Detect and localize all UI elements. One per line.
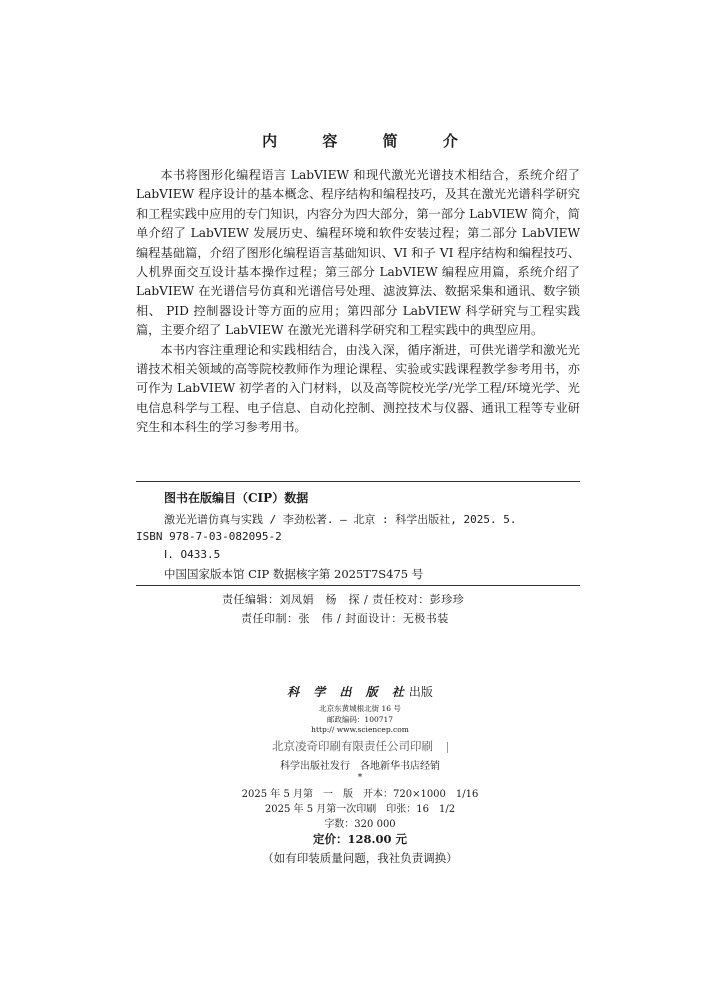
printer-name: 北京凌奇印刷有限责任公司印刷 (272, 739, 433, 753)
summary-paragraph-1: 本书将图形化编程语言 LabVIEW 和现代激光光谱技术相结合，系统介绍了 LabVIEW 程序设计的基本概念、程序结构和编程技巧，及其在激光光谱科学研究和工程实践中应用的专门知识，内容分为四大部分，第一部分 LabVIEW 简介，简单介绍了 LabVIEW 发展历史、编程环境和软件安装过程；第二部分 LabVIEW 编程基础篇，介绍了图形化编程语言基础知识、VI 和子 VI 程序结构和编程技巧、人机界面交互设计基本操作过程；第三部分 LabVIEW 编程应用篇，系统介绍了 LabVIEW 在光谱信号仿真和光谱信号处理、滤波算法、数据采集和通讯、数字锁相、 PID 控制器设计等方面的应用；第四部分 LabVIEW 科学研究与工程实践篇，主要介绍了 LabVIEW 在激光光谱科学研究和工程实践中的典型应用。 (136, 168, 580, 338)
printer-divider (447, 742, 448, 753)
quality-note: （如有印装质量问题，我社负责调换） (262, 851, 458, 865)
summary-title: 内 容 简 介 (262, 132, 478, 150)
publisher-website: http:// www.sciencep.com (311, 725, 409, 734)
production-credits: 责任印制：张 伟 / 封面设计：无极书装 (241, 612, 449, 625)
cip-classification: Ⅰ. O433.5 (164, 548, 221, 561)
publisher-address: 北京东黄城根北街 16 号 (319, 704, 401, 713)
cip-title: 图书在版编目（CIP）数据 (164, 491, 309, 505)
cip-isbn: ISBN 978-7-03-082095-2 (136, 530, 282, 543)
cip-record-number: 中国国家版本馆 CIP 数据核字第 2025T7S475 号 (164, 567, 424, 581)
publisher-postcode: 邮政编码：100717 (326, 715, 394, 724)
cip-bottom-rule (136, 585, 580, 586)
impression-line: 2025 年 5 月第一次印刷 印张：16 1/2 (264, 804, 456, 815)
word-count: 字数：320 000 (324, 819, 396, 830)
cip-top-rule (136, 481, 580, 482)
summary-body (136, 166, 580, 438)
editor-credits: 责任编辑：刘凤娟 杨 探 / 责任校对：彭珍珍 (222, 593, 465, 606)
publisher-line (0, 683, 720, 700)
publisher-suffix: 出版 (408, 685, 433, 699)
publisher-seal: 科 学 出 版 社 (287, 685, 409, 699)
separator-star: * (357, 773, 363, 783)
cip-bibliographic-line: 激光光谱仿真与实践 / 李劲松著. — 北京 : 科学出版社, 2025. 5. (164, 513, 517, 526)
printer-line (0, 738, 720, 754)
price: 定价：128.00 元 (312, 832, 407, 846)
distribution-line: 科学出版社发行 各地新华书店经销 (280, 761, 440, 772)
summary-paragraph-2: 本书内容注重理论和实践相结合，由浅入深，循序渐进，可供光谱学和激光光谱技术相关领域的高等院校教师作为理论课程、实验或实践课程教学参考用书，亦可作为 LabVIEW 初学者的入门材料，以及高等院校光学/光学工程/环境光学、光电信息科学与工程、电子信息、自动化控制、测控技术与仪器、通讯工程等专业研究生和本科生的学习参考用书。 (136, 342, 580, 435)
edition-line: 2025 年 5 月第 一 版 开本：720×1000 1/16 (241, 789, 479, 800)
